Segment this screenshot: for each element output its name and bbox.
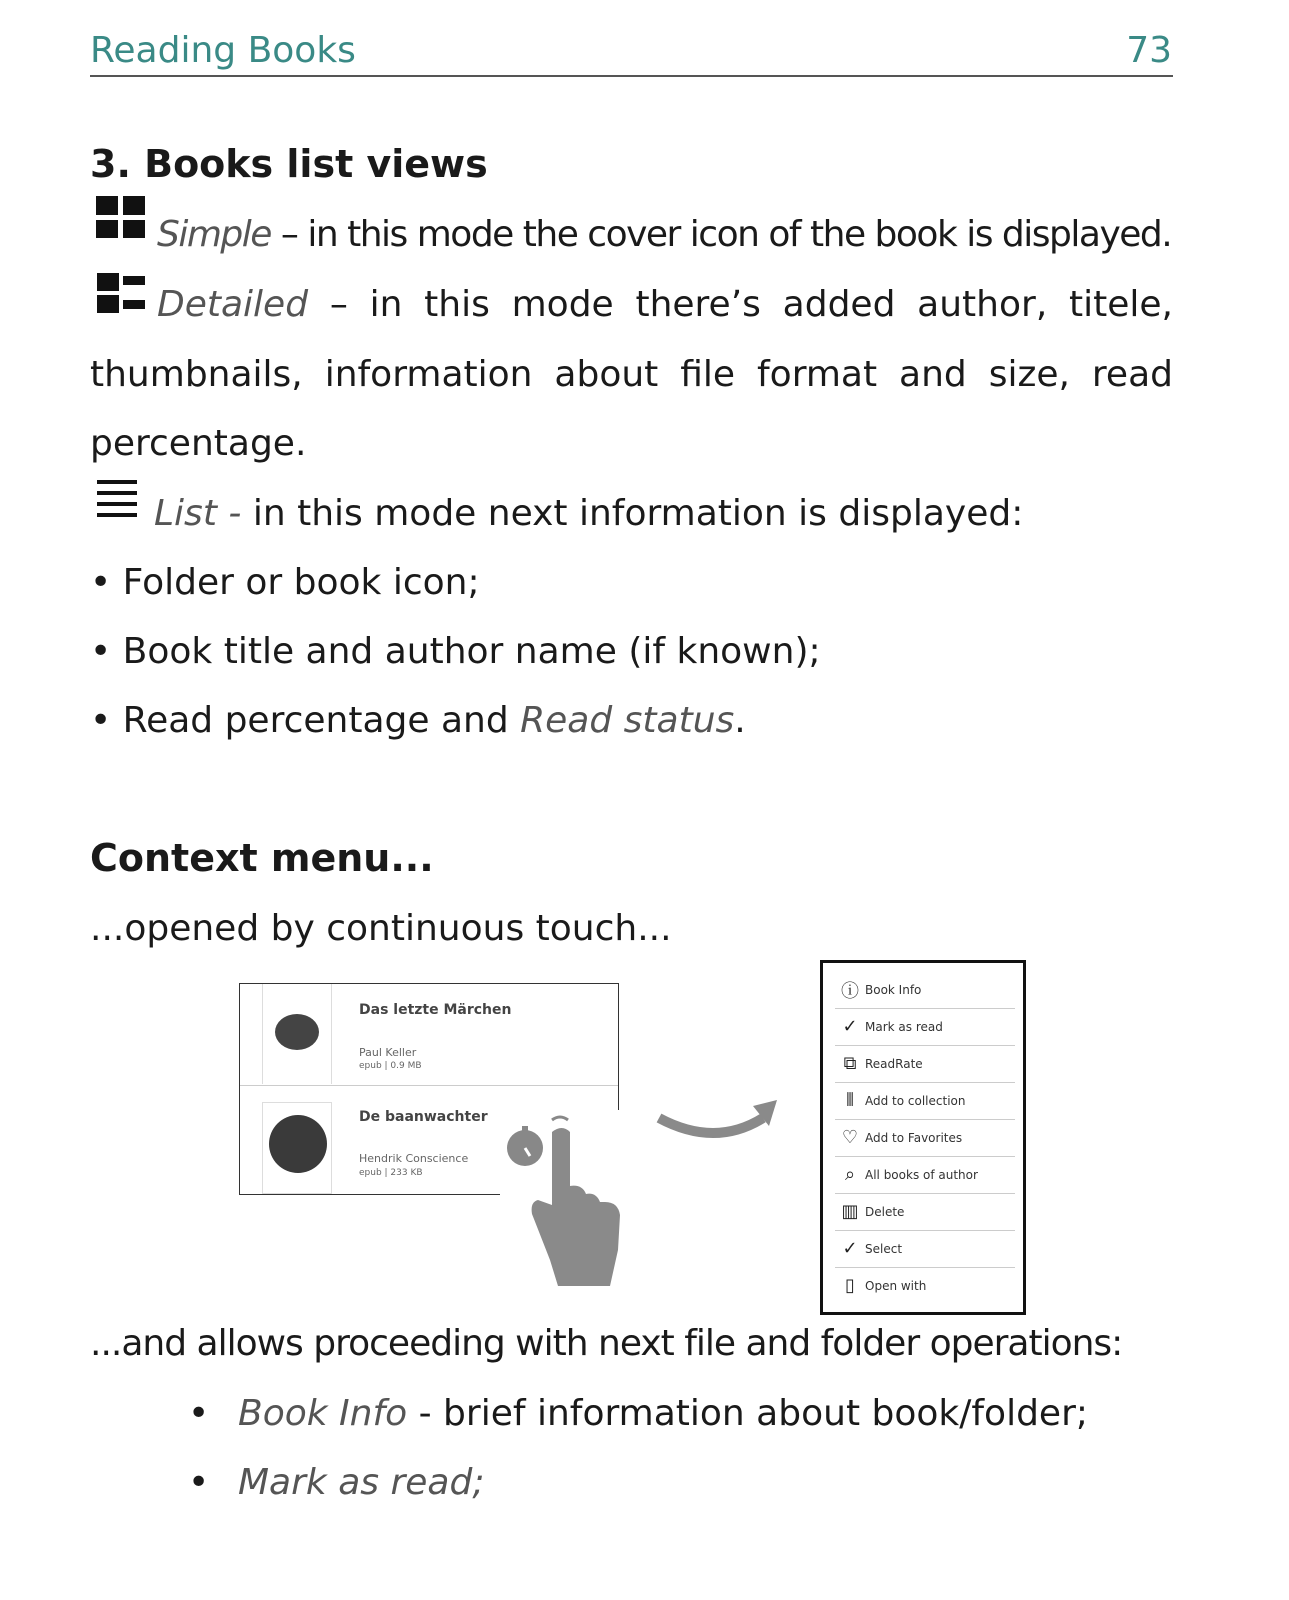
detailed-view-name: Detailed: [157, 284, 309, 325]
simple-view-text: – in this mode the cover icon of the book is displayed.: [270, 214, 1172, 255]
detailed-view-line2: thumbnails, information about file format and size, read: [90, 354, 1173, 395]
read-status-term: Read status: [520, 700, 735, 741]
book2-author: Hendrik Conscience: [359, 1152, 469, 1165]
search-icon: ⌕: [844, 1164, 856, 1185]
simple-view-description: [157, 200, 1171, 270]
readrate-icon: ⧉: [843, 1053, 857, 1074]
running-header-title: Reading Books: [90, 30, 356, 71]
trash-icon: ▥: [841, 1201, 859, 1222]
menu-item-label: Book Info: [865, 982, 922, 997]
simple-view-name: Simple: [157, 214, 271, 255]
detailed-view-text: – in this mode there’s added author, titele,: [308, 284, 1173, 325]
mark-as-read-term: Mark as read;: [238, 1462, 485, 1503]
book2-cover-icon: [269, 1115, 327, 1173]
list-view-icon: [97, 480, 139, 520]
book1-thumbnail: [262, 984, 332, 1084]
menu-item-label: All books of author: [865, 1167, 978, 1182]
menu-item-label: Mark as read: [865, 1019, 943, 1034]
context-menu-heading: Context menu...: [90, 836, 434, 880]
bullet-dot: •: [188, 1462, 210, 1503]
book2-title: De baanwachter: [359, 1109, 488, 1125]
context-menu-intro: ...opened by continuous touch...: [90, 908, 672, 949]
menu-item-label: Open with: [865, 1278, 927, 1293]
menu-item-delete: [835, 1193, 1015, 1231]
list-view-description: [154, 479, 1023, 549]
list-view-text: in this mode next information is displayed:: [252, 493, 1024, 534]
book-info-term: Book Info: [238, 1393, 408, 1434]
menu-item-label: Add to collection: [865, 1093, 966, 1108]
menu-item-readrate: [835, 1045, 1015, 1083]
list-item-text: • Read percentage and: [90, 700, 521, 741]
header-divider: [90, 75, 1173, 77]
menu-item-label: Add to Favorites: [865, 1130, 963, 1145]
menu-item-all-books-of-author: [835, 1156, 1015, 1194]
list-view-separator: -: [216, 493, 253, 534]
list-item: • Book title and author name (if known);: [90, 631, 821, 672]
collection-icon: ⫴: [846, 1090, 854, 1111]
list-item: • Folder or book icon;: [90, 562, 480, 603]
info-icon: ⓘ: [841, 980, 859, 1002]
checkmark-icon: ✓: [842, 1016, 858, 1037]
menu-item-open-with: [835, 1267, 1015, 1304]
book1-title: Das letzte Märchen: [359, 1002, 512, 1018]
detailed-view-line1: [90, 270, 1173, 340]
list-view-name: List: [154, 493, 217, 534]
simple-view-icon: [96, 196, 148, 242]
menu-item-add-to-favorites: [835, 1119, 1015, 1157]
open-with-icon: ▯: [845, 1275, 855, 1296]
operation-item: [238, 1379, 1088, 1449]
book1-cover-icon: [275, 1014, 319, 1050]
book2-meta: epub | 233 KB: [359, 1168, 423, 1178]
menu-item-mark-as-read: [835, 1008, 1015, 1046]
row-divider: [240, 1085, 618, 1086]
list-item-punct: .: [734, 700, 746, 741]
curved-arrow-icon: [655, 1098, 785, 1148]
operations-intro: ...and allows proceeding with next file and folder operations:: [90, 1323, 1123, 1364]
book2-thumbnail: [262, 1102, 332, 1194]
book1-author: Paul Keller: [359, 1046, 417, 1059]
menu-item-select: [835, 1230, 1015, 1268]
operation-item: [238, 1448, 484, 1518]
page-number: 73: [1126, 30, 1172, 71]
menu-item-label: Delete: [865, 1204, 905, 1219]
menu-item-add-to-collection: [835, 1082, 1015, 1120]
long-press-hand-icon: [500, 1110, 630, 1290]
book1-meta: epub | 0.9 MB: [359, 1061, 422, 1071]
section-heading: 3. Books list views: [90, 142, 488, 186]
heart-icon: ♡: [841, 1127, 859, 1148]
detailed-view-line3: percentage.: [90, 423, 307, 464]
list-item: [90, 686, 746, 756]
context-menu-screenshot: [820, 960, 1026, 1315]
select-icon: ✓: [842, 1238, 858, 1259]
bullet-dot: •: [188, 1393, 210, 1434]
menu-item-label: ReadRate: [865, 1056, 923, 1071]
menu-item-label: Select: [865, 1241, 903, 1256]
operation-text: - brief information about book/folder;: [407, 1393, 1089, 1434]
menu-item-book-info: [835, 971, 1015, 1009]
